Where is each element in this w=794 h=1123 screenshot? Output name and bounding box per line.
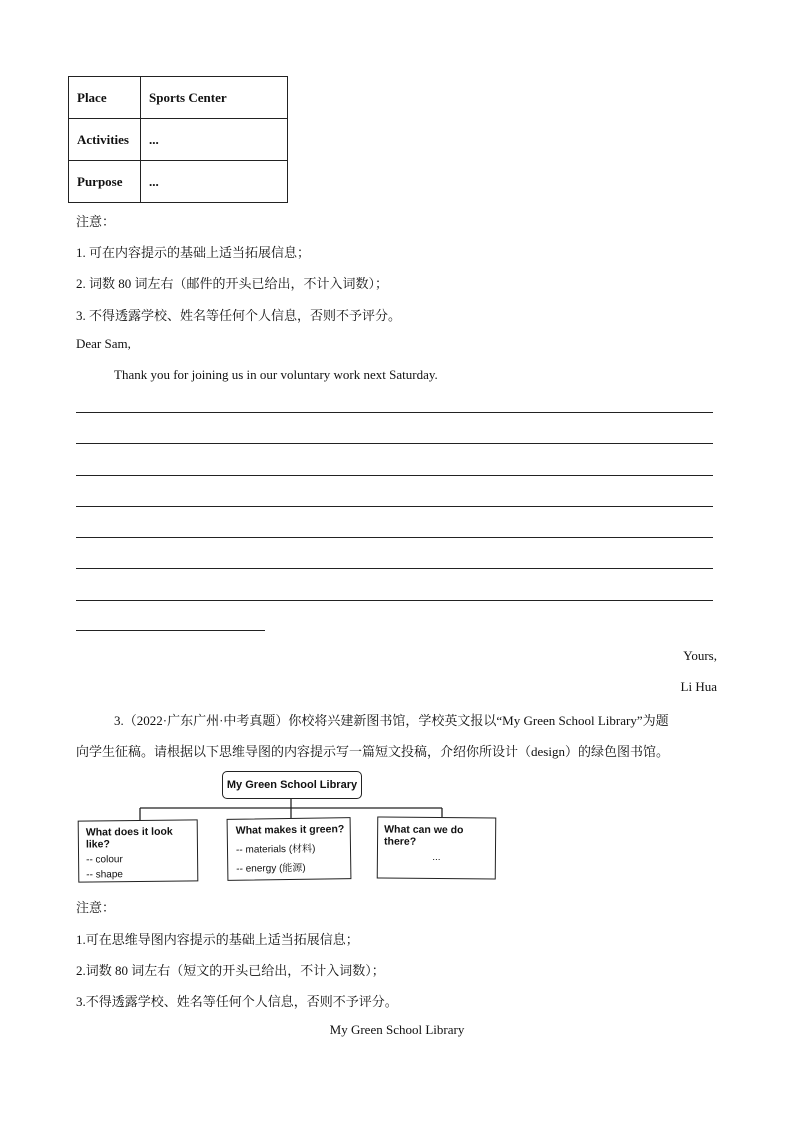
answer-line bbox=[76, 537, 713, 538]
answer-line bbox=[76, 443, 713, 444]
letter-salutation: Dear Sam, bbox=[76, 336, 131, 351]
table-cell-value: Sports Center bbox=[141, 77, 288, 119]
table-row bbox=[69, 77, 288, 119]
table-row bbox=[69, 161, 288, 203]
answer-line bbox=[76, 412, 713, 413]
mind-map-node-title: What does it look like? bbox=[85, 825, 173, 851]
mind-map-node-item: -- materials (材料) bbox=[235, 843, 316, 856]
mind-map-node-title: What makes it green? bbox=[235, 823, 345, 837]
letter-closing: Yours, bbox=[683, 648, 717, 663]
answer-line-short bbox=[76, 630, 265, 631]
info-table bbox=[68, 76, 288, 203]
mind-map-node-item: ... bbox=[432, 851, 441, 864]
mind-map-node-title: What can we do there? bbox=[384, 823, 464, 848]
answer-line bbox=[76, 506, 713, 507]
letter-signature: Li Hua bbox=[680, 679, 717, 694]
table-row bbox=[69, 119, 288, 161]
answer-line bbox=[76, 568, 713, 569]
mind-map-node-item: -- energy (能源) bbox=[236, 862, 306, 875]
answer-line bbox=[76, 600, 713, 601]
table-cell-value: ... bbox=[141, 161, 288, 203]
answer-line bbox=[76, 475, 713, 476]
notes-heading: 注意： bbox=[76, 214, 116, 229]
table-cell-value: ... bbox=[141, 119, 288, 161]
mind-map-node bbox=[78, 819, 199, 882]
table-cell-label: Activities bbox=[69, 119, 141, 161]
notes-heading: 注意： bbox=[76, 900, 116, 915]
mind-map-node-item: -- shape bbox=[86, 869, 123, 881]
note-item: 2.词数 80 词左右（短文的开头已给出，不计入词数）； bbox=[76, 963, 385, 978]
note-item: 3. 不得透露学校、姓名等任何个人信息，否则不予评分。 bbox=[76, 308, 402, 323]
mind-map-node bbox=[227, 817, 352, 881]
mind-map-node bbox=[377, 816, 497, 879]
table-cell-label: Place bbox=[69, 77, 141, 119]
note-item: 2. 词数 80 词左右（邮件的开头已给出，不计入词数）； bbox=[76, 276, 389, 291]
essay-title: My Green School Library bbox=[329, 1022, 465, 1037]
table-cell-label: Purpose bbox=[69, 161, 141, 203]
note-item: 1.可在思维导图内容提示的基础上适当拓展信息； bbox=[76, 932, 359, 947]
letter-opening: Thank you for joining us in our voluntary work next Saturday. bbox=[114, 367, 438, 382]
mind-map-node-item: -- colour bbox=[86, 854, 123, 866]
question-text: 向学生征稿。请根据以下思维导图的内容提示写一篇短文投稿，介绍你所设计（design）的绿色图书馆。 bbox=[76, 744, 669, 759]
mind-map-root-label: My Green School Library bbox=[226, 779, 358, 791]
mind-map-root bbox=[222, 771, 362, 799]
question-text: 3.（2022·广东广州·中考真题）你校将兴建新图书馆，学校英文报以“My Green School Library”为题 bbox=[114, 713, 669, 728]
note-item: 3.不得透露学校、姓名等任何个人信息，否则不予评分。 bbox=[76, 994, 398, 1009]
note-item: 1. 可在内容提示的基础上适当拓展信息； bbox=[76, 245, 311, 260]
